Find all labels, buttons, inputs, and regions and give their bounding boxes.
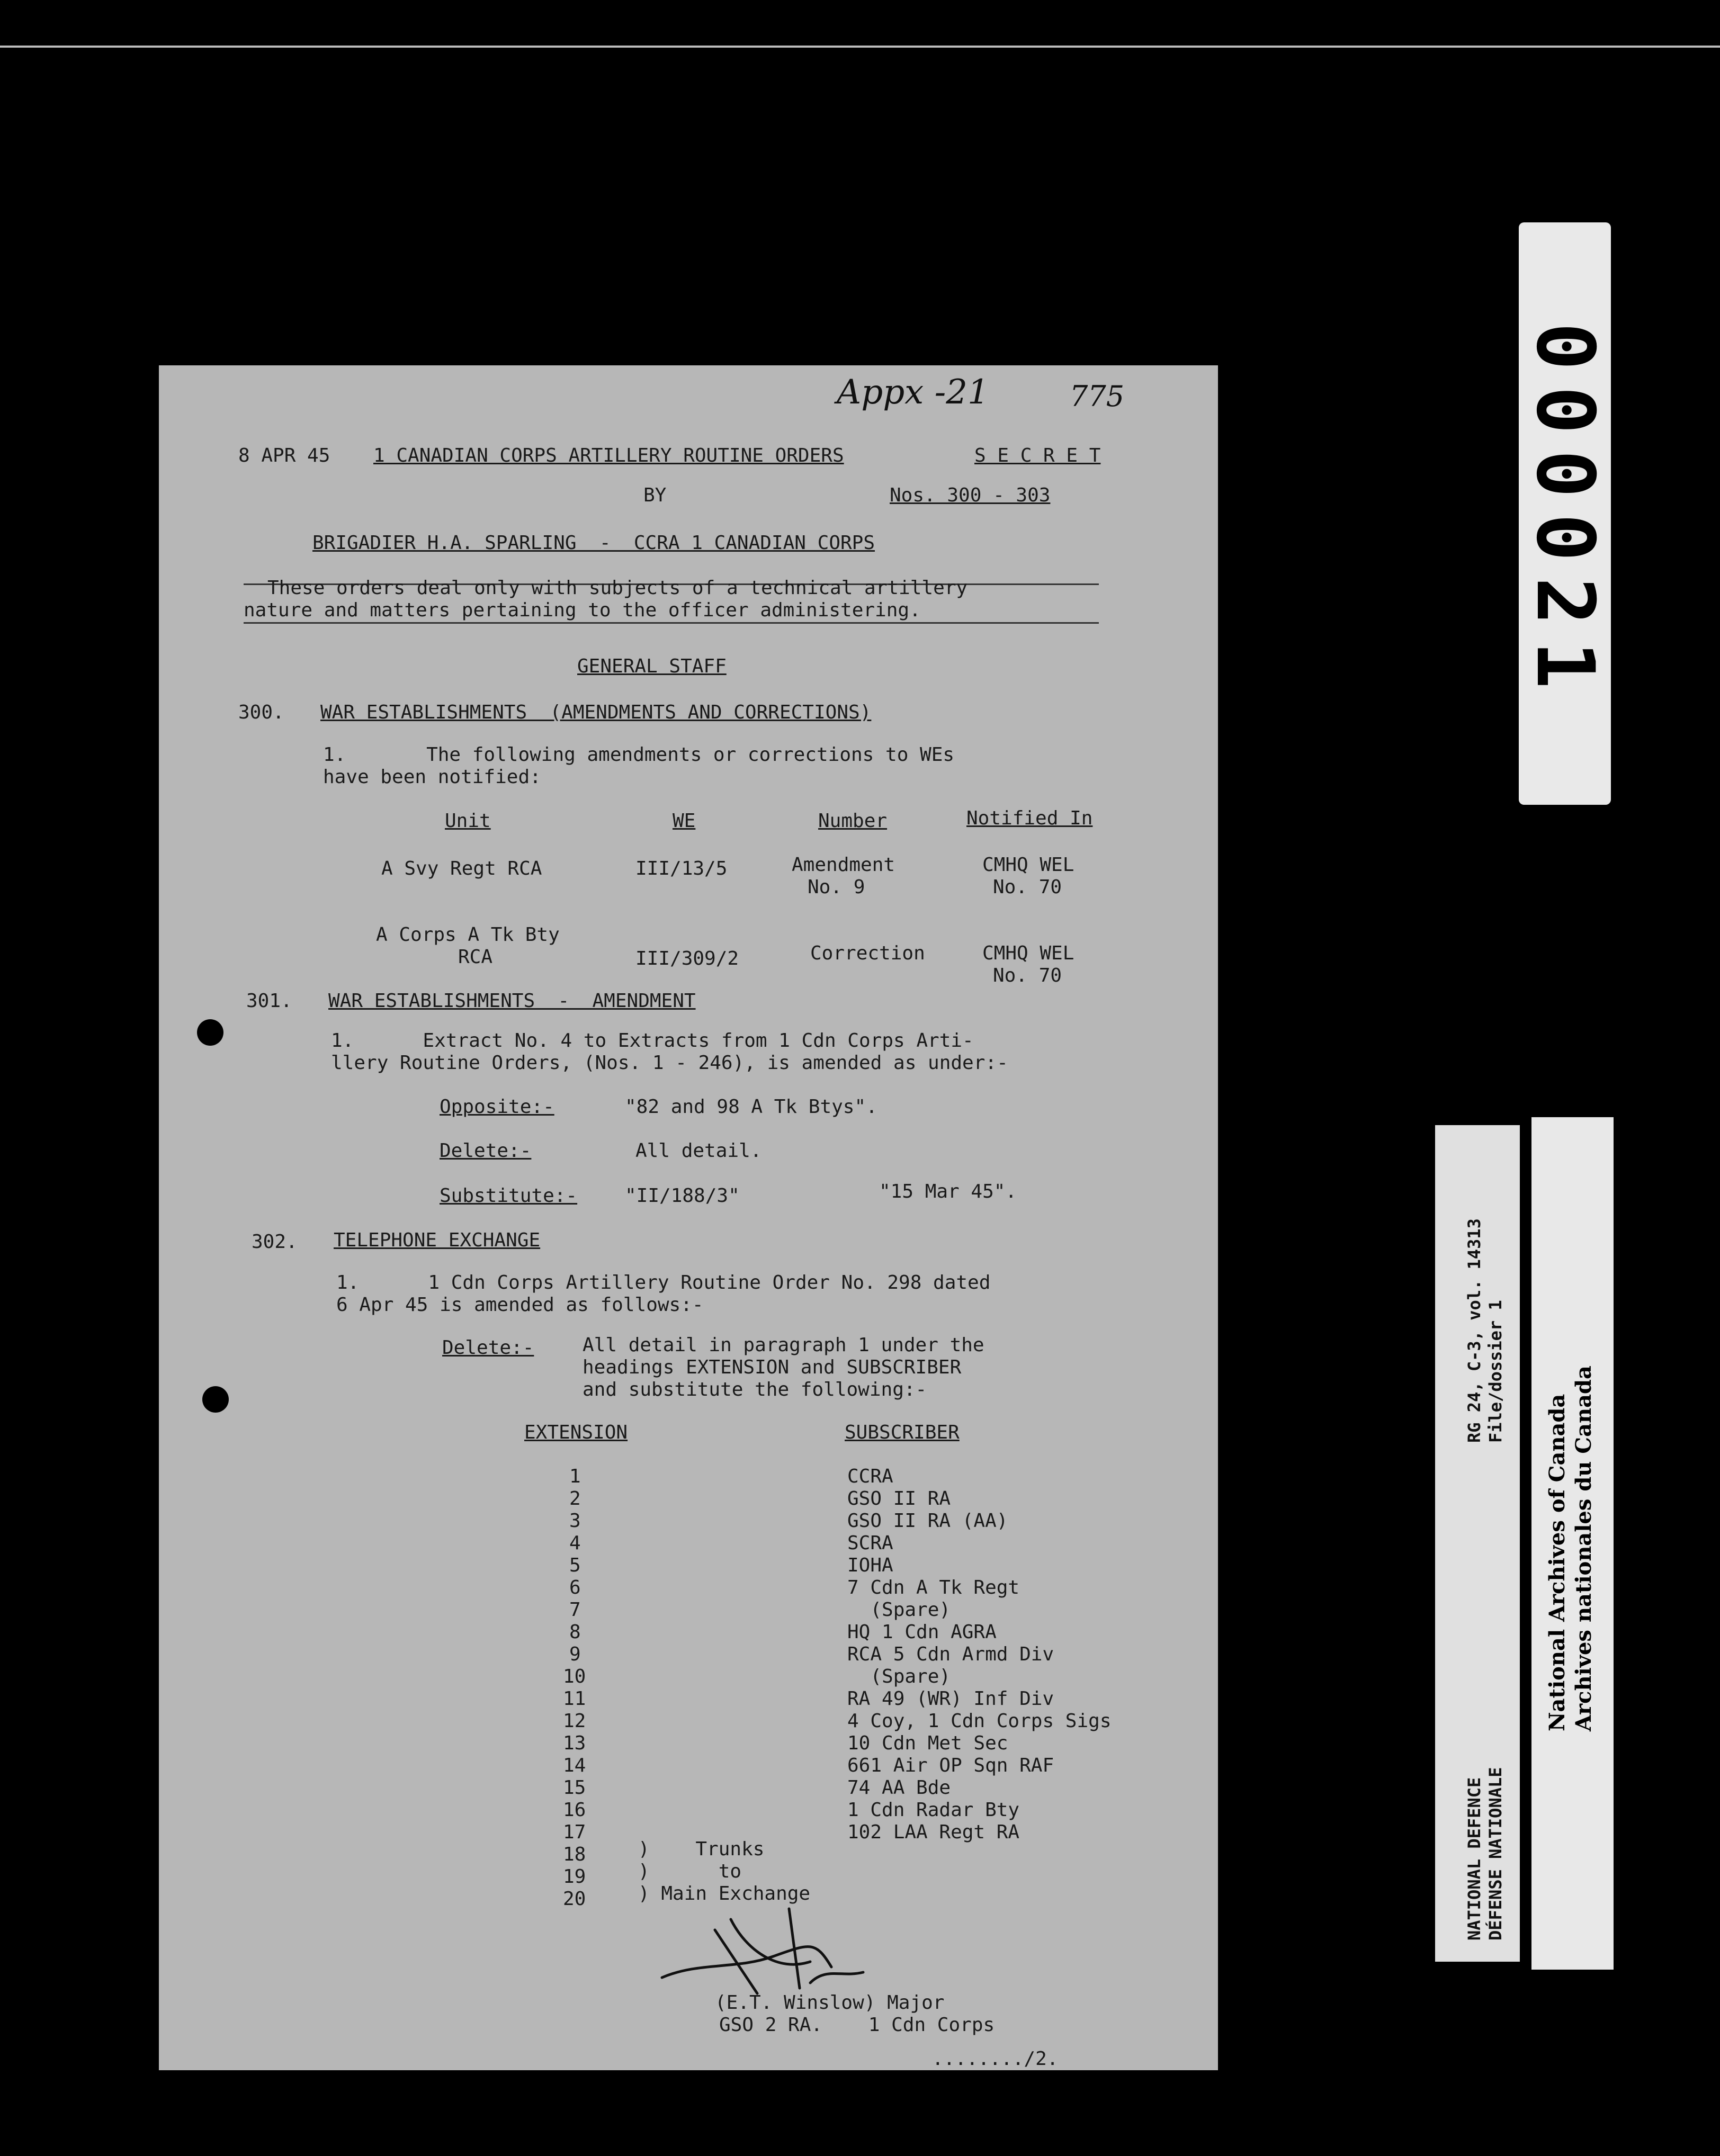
scan-top-edge bbox=[0, 46, 1720, 48]
we-row-1-number-line2: No. 9 bbox=[808, 876, 865, 898]
extension-number: 7 bbox=[569, 1599, 581, 1621]
subscriber-name: SCRA bbox=[847, 1532, 893, 1554]
orders-note-line2: nature and matters pertaining to the officer administering. bbox=[244, 599, 921, 621]
order-302-para-line2: 6 Apr 45 is amended as follows:- bbox=[336, 1294, 704, 1316]
we-row-2-number: Correction bbox=[810, 942, 925, 964]
order-302-heading: TELEPHONE EXCHANGE bbox=[334, 1229, 541, 1251]
subscriber-name: 10 Cdn Met Sec bbox=[847, 1732, 1008, 1754]
extension-number: 9 bbox=[569, 1643, 581, 1665]
order-301-number: 301. bbox=[246, 990, 292, 1012]
extension-number: 12 bbox=[563, 1710, 586, 1732]
trunk-line-1: ) Trunks bbox=[638, 1838, 765, 1860]
extension-number: 16 bbox=[563, 1799, 586, 1821]
order-300-heading: WAR ESTABLISHMENTS (AMENDMENTS AND CORRECTIONS) bbox=[320, 702, 872, 723]
subscriber-name: IOHA bbox=[847, 1555, 893, 1576]
handwritten-appendix-ref: Appx -21 bbox=[837, 373, 989, 412]
signatory-title: GSO 2 RA. 1 Cdn Corps bbox=[719, 2014, 995, 2036]
document-page bbox=[159, 365, 1218, 2070]
record-group-ref: RG 24, C-3, vol. 14313 bbox=[1464, 1218, 1484, 1443]
telephone-delete-line2: headings EXTENSION and SUBSCRIBER bbox=[583, 1357, 962, 1378]
order-date: 8 APR 45 bbox=[238, 445, 330, 466]
extension-number: 17 bbox=[563, 1821, 586, 1843]
subscriber-name: 1 Cdn Radar Bty bbox=[847, 1799, 1020, 1821]
signatory-name: (E.T. Winslow) Major bbox=[715, 1992, 945, 2014]
document-title: 1 CANADIAN CORPS ARTILLERY ROUTINE ORDERS bbox=[373, 445, 844, 466]
we-table-header-unit: Unit bbox=[445, 810, 491, 832]
extension-number: 4 bbox=[569, 1532, 581, 1554]
order-301-heading: WAR ESTABLISHMENTS - AMENDMENT bbox=[328, 990, 696, 1012]
extension-number: 14 bbox=[563, 1755, 586, 1776]
telephone-delete-line3: and substitute the following:- bbox=[583, 1379, 927, 1400]
subscriber-column-header: SUBSCRIBER bbox=[845, 1422, 960, 1443]
archive-reference-label bbox=[1435, 1125, 1520, 1962]
frame-number-text: 000021 bbox=[1519, 322, 1611, 705]
extension-number: 20 bbox=[563, 1888, 586, 1910]
trunk-line-2: ) to bbox=[638, 1861, 742, 1882]
by-label: BY bbox=[643, 484, 667, 506]
opposite-label: Opposite:- bbox=[440, 1096, 554, 1118]
department-fr: DÉFENSE NATIONALE bbox=[1485, 1767, 1506, 1941]
department-en: NATIONAL DEFENCE bbox=[1464, 1777, 1484, 1941]
issuing-officer: BRIGADIER H.A. SPARLING - CCRA 1 CANADIAN CORPS bbox=[312, 532, 875, 554]
extension-number: 8 bbox=[569, 1621, 581, 1643]
subscriber-name: CCRA bbox=[847, 1466, 893, 1487]
extension-number: 19 bbox=[563, 1866, 586, 1888]
extension-number: 2 bbox=[569, 1488, 581, 1510]
order-300-para-line1: 1. The following amendments or corrections to WEs bbox=[323, 744, 955, 766]
opposite-value: "82 and 98 A Tk Btys". bbox=[625, 1096, 877, 1118]
subscriber-name: (Spare) bbox=[847, 1599, 951, 1621]
we-row-2-notified: CMHQ WEL bbox=[982, 942, 1074, 964]
extension-number: 13 bbox=[563, 1732, 586, 1754]
we-row-2-we: III/309/2 bbox=[635, 948, 739, 969]
delete-label: Delete:- bbox=[440, 1140, 532, 1162]
subscriber-name: GSO II RA (AA) bbox=[847, 1510, 1008, 1532]
order-302-para-line1: 1. 1 Cdn Corps Artillery Routine Order No. 298 dated bbox=[336, 1272, 991, 1293]
telephone-delete-line1: All detail in paragraph 1 under the bbox=[583, 1334, 984, 1356]
trunk-line-3: ) Main Exchange bbox=[638, 1883, 811, 1905]
subscriber-name: 74 AA Bde bbox=[847, 1777, 951, 1799]
punch-hole bbox=[202, 1386, 229, 1413]
substitute-label: Substitute:- bbox=[440, 1185, 578, 1207]
order-301-para-line2: llery Routine Orders, (Nos. 1 - 246), is amended as under:- bbox=[331, 1052, 1008, 1074]
we-table-header-we: WE bbox=[673, 810, 696, 832]
extension-number: 18 bbox=[563, 1844, 586, 1865]
subscriber-name: (Spare) bbox=[847, 1666, 951, 1687]
we-row-1-number: Amendment bbox=[792, 854, 895, 876]
we-row-2-notified-line2: No. 70 bbox=[993, 965, 1062, 986]
we-row-2-unit-line2: RCA bbox=[458, 946, 493, 968]
security-classification: S E C R E T bbox=[974, 445, 1101, 466]
subscriber-name: GSO II RA bbox=[847, 1488, 951, 1510]
archive-name-en: National Archives of Canada bbox=[1545, 1394, 1570, 1731]
section-heading: GENERAL STAFF bbox=[577, 655, 727, 677]
substitute-date: "15 Mar 45". bbox=[879, 1181, 1017, 1202]
extension-number: 6 bbox=[569, 1577, 581, 1598]
extension-number: 11 bbox=[563, 1688, 586, 1710]
we-row-2-unit: A Corps A Tk Bty bbox=[376, 924, 560, 946]
handwritten-signature bbox=[651, 1898, 874, 1999]
extension-number: 15 bbox=[563, 1777, 586, 1799]
subscriber-name: 661 Air OP Sqn RAF bbox=[847, 1755, 1054, 1776]
delete-value: All detail. bbox=[635, 1140, 762, 1162]
extension-number: 10 bbox=[563, 1666, 586, 1687]
telephone-delete-label: Delete:- bbox=[442, 1337, 534, 1359]
we-row-1-we: III/13/5 bbox=[635, 858, 728, 879]
orders-note-line1: These orders deal only with subjects of a technical artillery bbox=[267, 577, 968, 599]
substitute-value: "II/188/3" bbox=[625, 1185, 740, 1207]
archive-name-label bbox=[1531, 1117, 1614, 1970]
order-numbers: Nos. 300 - 303 bbox=[890, 484, 1051, 506]
subscriber-name: 7 Cdn A Tk Regt bbox=[847, 1577, 1020, 1598]
archive-name-fr: Archives nationales du Canada bbox=[1571, 1366, 1596, 1731]
we-table-header-number: Number bbox=[818, 810, 888, 832]
note-bottom-rule bbox=[244, 622, 1099, 624]
we-row-1-notified: CMHQ WEL bbox=[982, 854, 1074, 876]
order-300-number: 300. bbox=[238, 702, 284, 723]
subscriber-name: RCA 5 Cdn Armd Div bbox=[847, 1643, 1054, 1665]
we-row-1-notified-line2: No. 70 bbox=[993, 876, 1062, 898]
extension-number: 3 bbox=[569, 1510, 581, 1532]
extension-number: 1 bbox=[569, 1466, 581, 1487]
order-300-para-line2: have been notified: bbox=[323, 766, 541, 788]
subscriber-name: HQ 1 Cdn AGRA bbox=[847, 1621, 997, 1643]
punch-hole bbox=[197, 1019, 223, 1046]
subscriber-name: 4 Coy, 1 Cdn Corps Sigs bbox=[847, 1710, 1112, 1732]
continued-marker: ......../2. bbox=[932, 2048, 1059, 2070]
extension-number: 5 bbox=[569, 1555, 581, 1576]
file-ref: File/dossier 1 bbox=[1485, 1300, 1506, 1443]
order-302-number: 302. bbox=[252, 1231, 298, 1253]
we-table-header-notified-in: Notified In bbox=[966, 807, 1093, 829]
subscriber-name: 102 LAA Regt RA bbox=[847, 1821, 1020, 1843]
order-301-para-line1: 1. Extract No. 4 to Extracts from 1 Cdn Corps Arti- bbox=[331, 1030, 974, 1052]
extension-column-header: EXTENSION bbox=[524, 1422, 628, 1443]
we-row-1-unit: A Svy Regt RCA bbox=[381, 858, 542, 879]
handwritten-number: 775 bbox=[1070, 380, 1125, 413]
subscriber-name: RA 49 (WR) Inf Div bbox=[847, 1688, 1054, 1710]
microfilm-frame-number bbox=[1519, 222, 1611, 805]
